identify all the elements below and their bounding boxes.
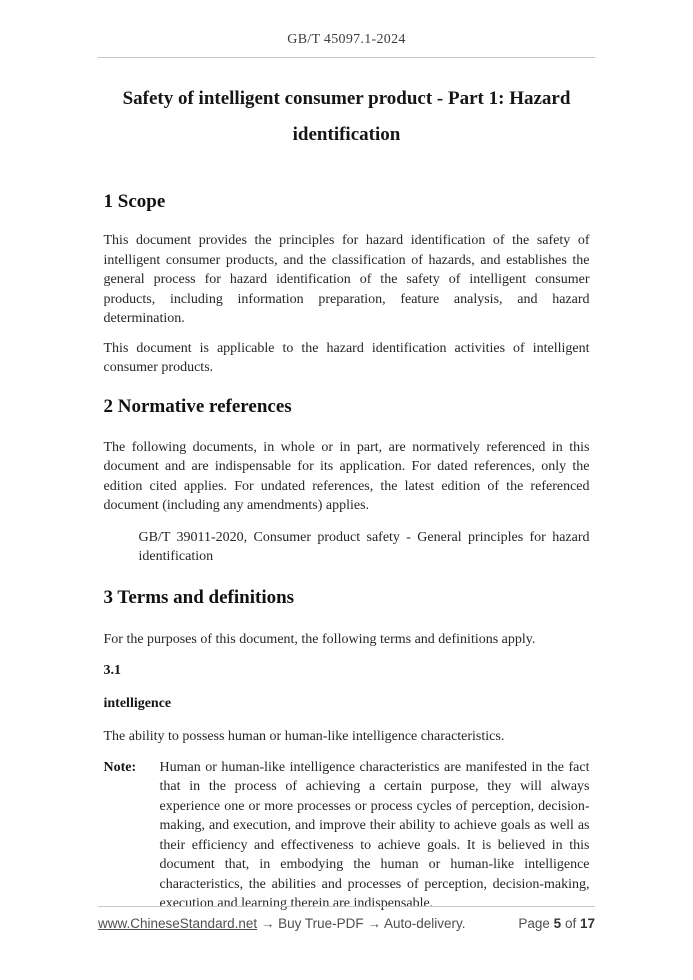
footer-buy-label: Buy True-PDF <box>278 916 364 931</box>
term-definition: The ability to possess human or human-like intelligence characteristics. <box>103 729 505 744</box>
term-note <box>104 758 590 914</box>
footer-page-indicator <box>518 916 595 931</box>
arrow-right-icon: → <box>367 916 381 931</box>
footer-source-line <box>98 916 465 931</box>
scope-paragraph-2: This document is applicable to the hazard identification activities of intelligent consumer products. <box>103 340 590 375</box>
term-name: intelligence <box>103 695 172 711</box>
page-footer <box>98 906 595 931</box>
note-label: Note: <box>103 759 137 775</box>
doc-title <box>104 81 590 153</box>
terms-intro-paragraph: For the purposes of this document, the following terms and definitions apply. <box>103 631 536 647</box>
note-text: Human or human-like intelligence characteristics are manifested in the fact that in the process of achieving a certain purpose, they will always experience one or more processes or process cycles of perception, decision-making, and execution, and improve their ability to achieve goals as well as their efficiency and effectiveness to achieve goals. It is believed in this document that, in embodying the human or human-like intelligence characteristics, the abilities and processes of perception, decision-making, execution and learning therein are indispensable. <box>159 759 590 911</box>
term-number: 3.1 <box>103 663 121 678</box>
doc-number-header: GB/T 45097.1-2024 <box>287 32 406 47</box>
footer-site-link[interactable]: www.ChineseStandard.net <box>98 916 258 931</box>
header-divider <box>98 57 595 58</box>
doc-title-line-1: Safety of intelligent consumer product - Part 1: Hazard <box>122 88 571 109</box>
normative-paragraph: The following documents, in whole or in part, are normatively referenced in this document and are indispensable for its application. For dated references, only the edition cited applies. For undated references, the latest edition of the referenced document (including any amendments) applies. <box>103 439 590 513</box>
scope-paragraph-1: This document provides the principles for hazard identification of the safety of intelligent consumer products, and the classification of hazards, and establishes the general process for hazard identification of the safety of intelligent consumer products, including information preparation, feature analysis, and hazard determination. <box>103 233 590 326</box>
page-of-label: of <box>564 916 577 931</box>
section-2-heading: 2 Normative references <box>103 395 292 417</box>
section-1-heading: 1 Scope <box>103 191 166 212</box>
normative-reference-entry: GB/T 39011-2020, Consumer product safety - General principles for hazard identification <box>138 529 590 564</box>
doc-title-line-2: identification <box>292 124 401 145</box>
page-current: 5 <box>553 916 562 931</box>
page-label: Page <box>518 916 550 931</box>
arrow-right-icon: → <box>260 916 275 931</box>
page-total: 17 <box>579 916 595 931</box>
footer-delivery-label: Auto-delivery. <box>383 916 466 931</box>
page-content <box>104 81 590 914</box>
section-3-heading: 3 Terms and definitions <box>103 586 295 608</box>
